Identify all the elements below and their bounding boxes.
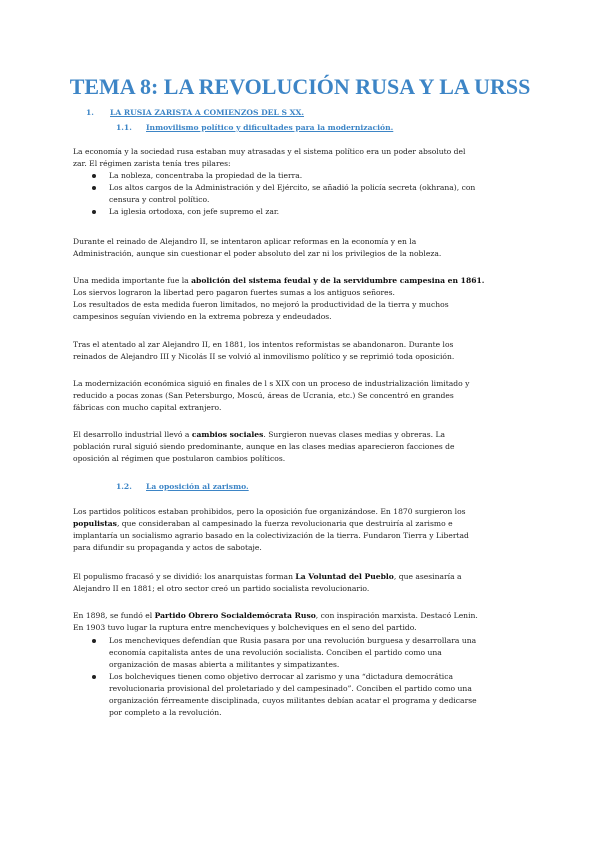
text-line: zar. El régimen zarista tenía tres pilares:: [73, 159, 231, 168]
subsection-label: La oposición al zarismo.: [146, 482, 249, 491]
list-item: La iglesia ortodoxa, con jefe supremo el zar.: [109, 206, 529, 218]
paragraph-intro: [73, 146, 533, 170]
text-line: El populismo fracasó y se dividió: los anarquistas forman La Voluntad del Pueblo, que asesinaría a: [73, 572, 462, 581]
paragraph-modernizacion: [73, 378, 533, 414]
section-heading-1: [86, 108, 304, 117]
text-line: población rural siguió siendo predominante, aunque en las clases medias aparecieron facciones de: [73, 442, 455, 451]
list-item: Los altos cargos de la Administración y del Ejército, se añadió la policía secreta (okhrana), con censura y control político.: [109, 182, 529, 206]
text-line: La economía y la sociedad rusa estaban muy atrasadas y el sistema político era un poder absoluto del: [73, 147, 466, 156]
text-line: Los siervos lograron la libertad pero pagaron fuertes sumas a los antiguos señores.: [73, 288, 395, 297]
text-line: En 1903 tuvo lugar la ruptura entre mencheviques y bolcheviques en el seno del partido.: [73, 623, 417, 632]
text-line: Los partidos políticos estaban prohibidos, pero la oposición fue organizándose. En 1870 surgieron los: [73, 507, 466, 516]
text-line: campesinos seguían viviendo en la extrema pobreza y endeudados.: [73, 312, 332, 321]
page-title: TEMA 8: LA REVOLUCIÓN RUSA Y LA URSS: [69, 74, 531, 99]
text-line: El desarrollo industrial llevó a cambios sociales. Surgieron nuevas clases medias y obreras. La: [73, 430, 446, 439]
subsection-heading-1-1: [116, 123, 393, 132]
text-line: Una medida importante fue la abolición del sistema feudal y de la servidumbre campesina en 1861.: [73, 276, 485, 285]
list-item: La nobleza, concentraba la propiedad de la tierra.: [109, 170, 529, 182]
text-line: Administración, aunque sin cuestionar el poder absoluto del zar ni los privilegios de la nobleza.: [73, 249, 442, 258]
text-line: reinados de Alejandro III y Nicolás II se volvió al inmovilismo político y se reprimió toda oposición.: [73, 352, 455, 361]
paragraph-partido-obrero: [73, 610, 533, 634]
list-item-mencheviques: Los mencheviques defendían que Rusia pasara por una revolución burguesa y desarrollara una economía capitalista antes de una revolución socialista. Conciben el partido como una organización de masas abierta a militantes y simpatizantes.: [109, 635, 539, 671]
text-line: implantaría un socialismo agrario basado en la colectivización de la tierra. Fundaron Tierra y Libertad: [73, 531, 469, 540]
paragraph-oposicion: [73, 506, 533, 554]
text-line: Tras el atentado al zar Alejandro II, en 1881, los intentos reformistas se abandonaron. Durante los: [73, 340, 454, 349]
paragraph-abolition: [73, 275, 533, 323]
paragraph-cambios-sociales: [73, 429, 533, 465]
text-line: populistas, que consideraban al campesinado la fuerza revolucionaria que destruiría al zarismo e: [73, 519, 453, 528]
section-number: 1.: [86, 108, 94, 117]
subsection-number: 1.1.: [116, 123, 132, 132]
subsection-heading-1-2: [116, 482, 249, 491]
text-line: Alejandro II en 1881; el otro sector creó un partido socialista revolucionario.: [73, 584, 370, 593]
paragraph-inmovilismo: [73, 339, 533, 363]
text-line: Los resultados de esta medida fueron limitados, no mejoró la productividad de la tierra y muchos: [73, 300, 449, 309]
text-line: oposición al régimen que postularon cambios políticos.: [73, 454, 286, 463]
text-line: Durante el reinado de Alejandro II, se intentaron aplicar reformas en la economía y en la: [73, 237, 417, 246]
text-line: En 1898, se fundó el Partido Obrero Socialdemócrata Ruso, con inspiración marxista. Destacó Lenin.: [73, 611, 478, 620]
list-item-bolcheviques: Los bolcheviques tienen como objetivo derrocar al zarismo y una “dictadura democrática revolucionaria provisional del proletariado y del campesinado”. Conciben el partido como una organización férreamente disciplinada, cuyos militantes debían acatar el programa y dedicarse por completo a la revolución.: [109, 671, 539, 719]
paragraph-populismo: [73, 571, 533, 595]
pillars-list: [109, 170, 529, 218]
paragraph-alejandro-ii: [73, 236, 533, 260]
subsection-number: 1.2.: [116, 482, 132, 491]
text-line: para difundir su propaganda y actos de sabotaje.: [73, 543, 262, 552]
text-line: reducido a pocas zonas (San Petersburgo, Moscú, áreas de Ucrania, etc.) Se concentró en grandes: [73, 391, 454, 400]
subsection-label: Inmovilismo político y dificultades para la modernización.: [146, 123, 394, 132]
factions-list: [109, 635, 539, 719]
text-line: fábricas con mucho capital extranjero.: [73, 403, 222, 412]
section-label: LA RUSIA ZARISTA A COMIENZOS DEL S XX.: [110, 108, 305, 117]
text-line: La modernización económica siguió en finales de l s XIX con un proceso de industrialización limitado y: [73, 379, 470, 388]
